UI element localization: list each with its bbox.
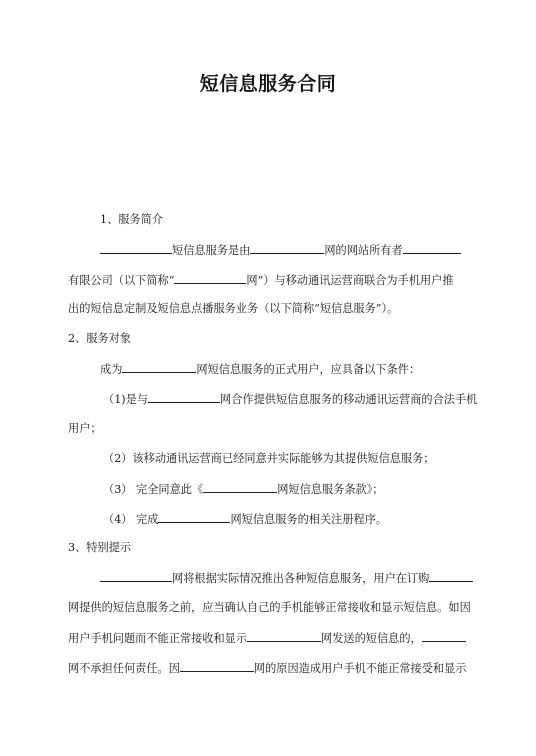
text-run: 网发送的短信息的， [321,632,422,645]
paragraph-line [100,242,500,259]
blank-field [174,272,246,284]
section-1-heading: 1、服务简介 [100,213,164,226]
text-run: 网短信息服务的正式用户，应具备以下条件： [196,363,421,376]
blank-field [100,242,172,254]
blank-field [180,660,254,672]
blank-field [100,570,172,582]
section-2-heading: 2、服务对象 [68,332,132,345]
text-run: 网将根据实际情况推出各种短信息服务，用户在订购 [172,572,430,585]
paragraph-line [100,361,500,378]
text-run: （3） 完全同意此《 [103,483,204,496]
paragraph-line: 网提供的短信息服务之前，应当确认自己的手机能够正常接收和显示短信息。如因 [68,601,471,614]
condition-2: （2）该移动通讯运营商已经同意并实际能够为其提供短信息服务； [103,452,435,465]
text-run: （1)是与 [103,393,149,406]
condition-3 [103,481,503,498]
blank-field [148,391,220,403]
text-run: 网短信息服务的相关注册程序。 [230,513,388,526]
text-run: 网不承担任何责任。因 [68,662,180,675]
section-3-heading: 3、特别提示 [68,541,132,554]
text-run: 成为 [100,363,123,376]
blank-field [122,361,196,373]
condition-1 [103,391,503,408]
blank-field [429,570,473,582]
text-run: 有限公司（以下简称“ [68,274,175,287]
paragraph-line [100,570,500,587]
condition-4 [103,511,503,528]
paragraph-line [68,630,468,647]
paragraph-line: 出的短信息定制及短信息点播服务业务（以下简称“短信息服务”）。 [68,302,399,315]
blank-field [203,481,277,493]
text-run: 网的网站所有者 [324,244,403,257]
text-run: 网短信息服务条款》； [277,483,384,496]
text-run: 网的原因造成用户手机不能正常接受和显示 [253,662,467,675]
condition-1-continuation: 用户； [68,422,102,435]
blank-field [247,630,321,642]
text-run: （4） 完成 [103,513,159,526]
blank-field [422,630,466,642]
blank-field [158,511,230,523]
text-run: 网”）与移动通讯运营商联合为手机用户推 [246,274,454,287]
text-run: 用户手机问题而不能正常接收和显示 [68,632,248,645]
text-run: 网合作提供短信息服务的移动通讯运营商的合法手机 [220,393,478,406]
text-run: 短信息服务是由 [172,244,251,257]
blank-field [250,242,324,254]
blank-field [403,242,461,254]
paragraph-line [68,660,468,677]
paragraph-line [68,272,468,289]
document-title: 短信息服务合同 [199,73,337,95]
